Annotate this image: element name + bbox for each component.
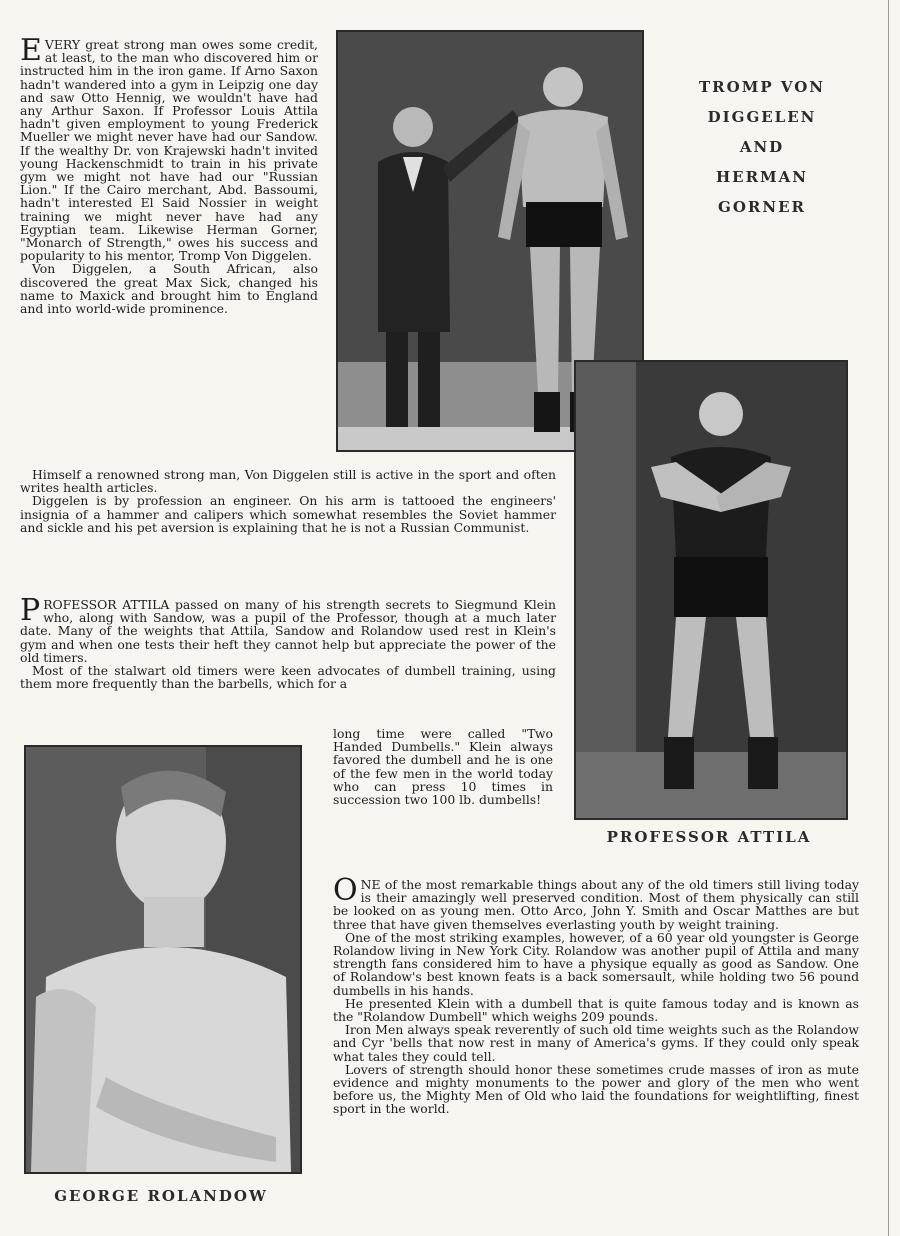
caption-line-5: GORNER [718, 198, 806, 216]
caption-line-4: HERMAN [715, 168, 809, 186]
paragraph-von-diggelen-maxick: Von Diggelen, a South African, also discovered the great Max Sick, changed his name to Maxick and brought him to England and into world-wide prominence. [20, 261, 318, 317]
caption-diggelen-gorner [662, 72, 862, 222]
paragraph-professor-attila: ROFESSOR ATTILA passed on many of his strength secrets to Siegmund Klein who, along with Sandow, was a pupil of the Professor, though at a much later date. Many of the weights that Attila, Sandow and Rolandow used rest in Klein's gym and when one tests their heft they cannot help but appreciate the power of the old timers. [20, 597, 556, 665]
paragraph-george-rolandow: One of the most striking examples, however, of a 60 year old youngster is George Rolandow living in New York City. Rolandow was another pupil of Attila and many strength fans considered him to have a physique equally as good as Sandow. One of Rolandow's best known feats is a back somersault, while holding two 56 pound dumbells in his hands. [333, 929, 859, 998]
article-section-attila [20, 593, 556, 692]
article-section-old-timers [333, 873, 859, 1117]
paragraph-renowned-strong-man: Himself a renowned strong man, Von Diggelen still is active in the sport and often writes health articles. [20, 467, 556, 496]
photo-rolandow-illustration [26, 747, 300, 1172]
paragraph-engineer-tattoo: Diggelen is by profession an engineer. On his arm is tattooed the engineers' insignia of a hammer and calipers which somewhat resembles the Soviet hammer and sickle and his pet aversion is explaining that he is not a Russian Communist. [20, 493, 556, 535]
caption-professor-attila: PROFESSOR ATTILA [606, 828, 812, 846]
photo-george-rolandow [24, 745, 302, 1174]
drop-cap-o: O [333, 873, 358, 908]
paragraph-preserved-condition: NE of the most remarkable things about any of the old timers still living today is their amazingly well preserved condition. Most of them physically can still be looked on as young men. Otto Arco, John Y. Smith and Oscar Matthes are but three that have given themselves everlasting youth by weight training. [333, 877, 859, 932]
caption-george-rolandow: GEORGE ROLANDOW [54, 1187, 268, 1205]
article-section-diggelen-continued [20, 468, 556, 534]
paragraph-rolandow-dumbell: He presented Klein with a dumbell that is quite famous today and is known as the "Rolandow Dumbell" which weighs 209 pounds. [333, 995, 859, 1025]
photo-attila-illustration [576, 362, 846, 818]
paragraph-lovers-of-strength: Lovers of strength should honor these sometimes crude masses of iron as mute evidence and mighty monuments to the power and glory of the men who went before us, the Mighty Men of Old who laid the foundations for weightlifting, finest sport in the world. [333, 1061, 859, 1117]
drop-cap-e: E [20, 33, 42, 68]
page-edge-line [888, 0, 889, 1236]
photo-professor-attila [574, 360, 848, 820]
drop-cap-p: P [20, 593, 41, 628]
caption-line-1: TROMP VON [699, 78, 825, 96]
caption-line-3: AND [739, 138, 785, 156]
paragraph-iron-men: Iron Men always speak reverently of such old time weights such as the Rolandow and Cyr 'bells that now rest in many of America's gyms. If they could only speak what tales they could tell. [333, 1022, 859, 1064]
article-section-diggelen [20, 33, 318, 317]
paragraph-two-handed-dumbells: long time were called "Two Handed Dumbells." Klein always favored the dumbell and he is one of the few men in the world today who can press 10 times in succession two 100 lb. dumbells! [333, 726, 553, 808]
paragraph-great-strong-man: VERY great strong man owes some credit, at least, to the man who discovered him or instructed him in the iron game. If Arno Saxon hadn't wandered into a gym in Leipzig one day and saw Otto Hennig, we wouldn't have had any Arthur Saxon. If Professor Louis Attila hadn't given employment to young Frederick Mueller we might never have had our Sandow. If the wealthy Dr. von Krajewski hadn't invited young Hackenschmidt to train in his private gym we might not have had our "Russian Lion." If the Cairo merchant, Abd. Bassoumi, hadn't interested El Said Nossier in weight training we might never have had any Egyptian team. Likewise Herman Gorner, "Monarch of Strength," owes his success and popularity to his mentor, Tromp Von Diggelen. [20, 37, 318, 264]
article-section-attila-narrow [333, 727, 553, 806]
paragraph-dumbell-training: Most of the stalwart old timers were keen advocates of dumbell training, using them more frequently than the barbells, which for a [20, 663, 556, 692]
caption-line-2: DIGGELEN [707, 108, 817, 126]
